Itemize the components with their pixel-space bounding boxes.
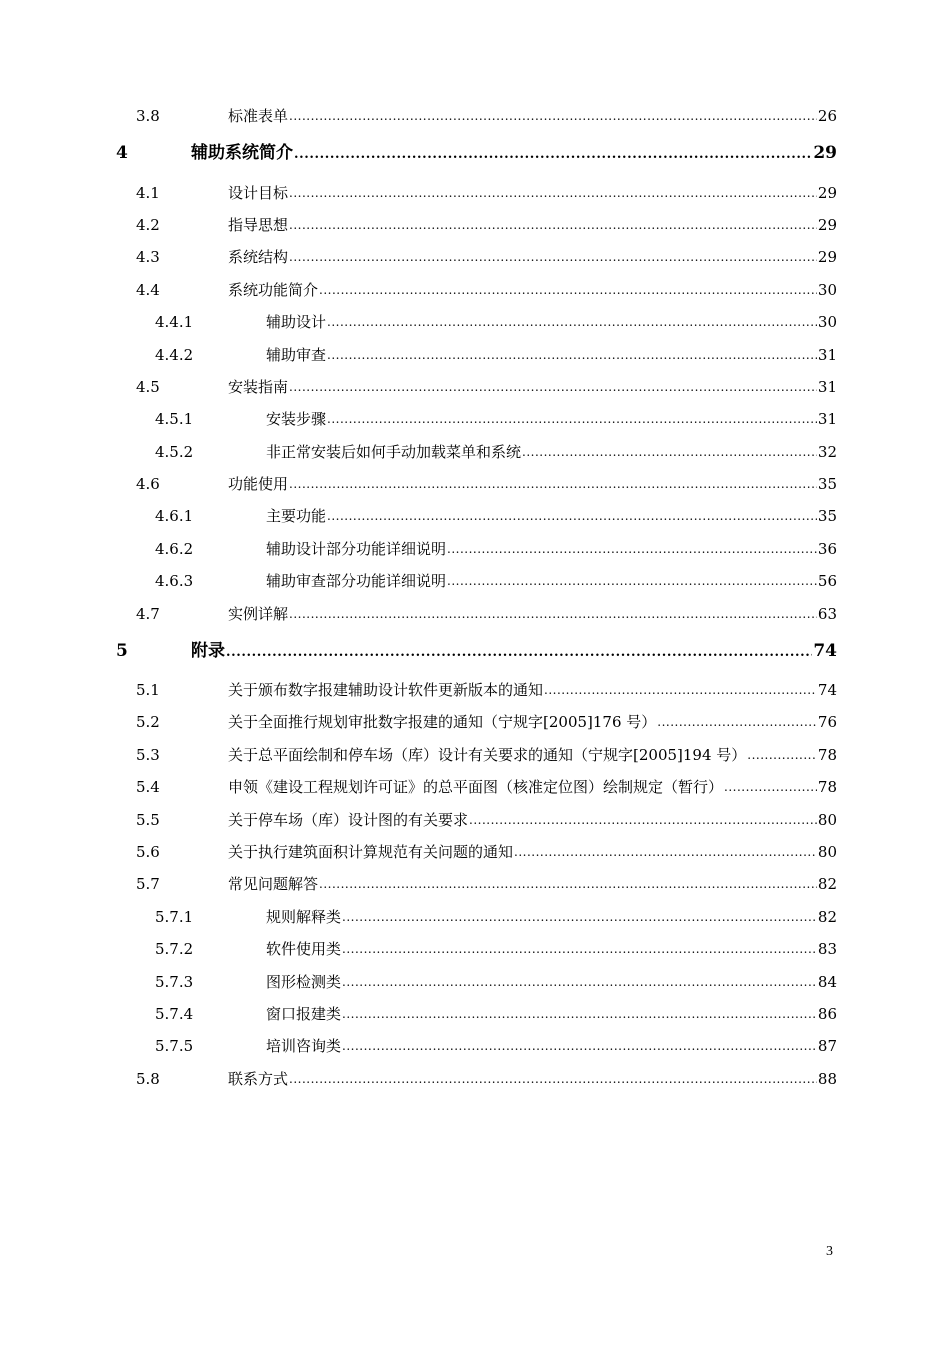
toc-entry-page: 74 (813, 640, 837, 661)
toc-entry-title: 标准表单 (228, 107, 289, 126)
toc-entry-level2[interactable] (110, 468, 837, 500)
toc-entry-title: 软件使用类 (266, 940, 342, 959)
toc-entry-level3[interactable] (110, 403, 837, 435)
toc-entry-level3[interactable] (110, 933, 837, 965)
toc-entry-level3[interactable] (110, 998, 837, 1030)
toc-entry-number: 5.7.1 (155, 907, 194, 926)
toc-entry-page: 35 (817, 475, 837, 494)
dot-leader (469, 810, 817, 830)
toc-entry-level3[interactable] (110, 1030, 837, 1062)
toc-entry-level3[interactable] (110, 565, 837, 597)
toc-entry-level2[interactable] (110, 739, 837, 771)
dot-leader (327, 409, 817, 429)
toc-entry-title: 申领《建设工程规划许可证》的总平面图（核准定位图）绘制规定（暂行） (228, 778, 724, 797)
toc-entry-title: 非正常安装后如何手动加载菜单和系统 (266, 442, 522, 461)
toc-entry-number: 5.6 (136, 843, 160, 861)
toc-entry-page: 82 (817, 907, 837, 926)
toc-entry-level2[interactable] (110, 371, 837, 403)
toc-entry-title: 关于颁布数字报建辅助设计软件更新版本的通知 (228, 681, 544, 700)
toc-entry-page: 29 (817, 248, 837, 267)
dot-leader (447, 571, 817, 591)
toc-entry-number: 5.7.4 (155, 1004, 194, 1023)
toc-entry-number: 5.7.5 (155, 1037, 194, 1056)
dot-leader (342, 939, 817, 959)
table-of-contents (110, 100, 837, 1095)
toc-entry-title: 规则解释类 (266, 907, 342, 926)
toc-entry-level1[interactable] (110, 143, 837, 165)
toc-entry-level3[interactable] (110, 436, 837, 468)
toc-entry-number: 5.8 (136, 1069, 160, 1088)
toc-entry-level3[interactable] (110, 306, 837, 338)
toc-entry-number: 4.7 (136, 604, 160, 623)
toc-entry-number: 4 (116, 143, 128, 164)
toc-entry-level2[interactable] (110, 706, 837, 738)
toc-entry-level2[interactable] (110, 803, 837, 835)
toc-entry-page: 30 (817, 280, 837, 299)
toc-entry-page: 32 (817, 442, 837, 461)
toc-entry-page: 80 (817, 810, 837, 829)
toc-entry-title: 图形检测类 (266, 972, 342, 991)
toc-entry-number: 4.6 (136, 475, 160, 494)
toc-entry-page: 29 (813, 143, 837, 164)
dot-leader (294, 145, 812, 165)
toc-entry-title: 实例详解 (228, 604, 289, 623)
toc-entry-page: 78 (817, 745, 837, 764)
dot-leader (289, 215, 817, 235)
toc-entry-page: 84 (817, 972, 837, 991)
toc-entry-title: 常见问题解答 (228, 875, 319, 894)
toc-entry-page: 31 (817, 410, 837, 429)
dot-leader (327, 312, 817, 332)
toc-entry-level1[interactable] (110, 641, 837, 663)
toc-entry-number: 5.7.2 (155, 940, 194, 959)
toc-entry-page: 29 (817, 215, 837, 234)
toc-entry-page: 35 (817, 507, 837, 526)
dot-leader (544, 680, 817, 700)
toc-entry-title: 辅助审查 (266, 345, 327, 364)
toc-entry-level3[interactable] (110, 901, 837, 933)
toc-entry-level3[interactable] (110, 533, 837, 565)
dot-leader (289, 604, 817, 624)
toc-entry-title: 关于总平面绘制和停车场（库）设计有关要求的通知（宁规字[2005]194 号） (228, 745, 747, 764)
toc-entry-number: 4.4.2 (155, 345, 194, 364)
dot-leader (342, 1036, 817, 1056)
toc-entry-number: 4.6.3 (155, 572, 194, 591)
toc-entry-level2[interactable] (110, 674, 837, 706)
toc-entry-level2[interactable] (110, 1063, 837, 1095)
dot-leader (342, 907, 817, 927)
toc-entry-page: 76 (817, 713, 837, 732)
toc-entry-number: 4.3 (136, 248, 160, 267)
toc-entry-page: 83 (817, 940, 837, 959)
dot-leader (657, 712, 817, 732)
dot-leader (289, 377, 817, 397)
toc-entry-page: 63 (817, 604, 837, 623)
dot-leader (327, 345, 817, 365)
toc-entry-number: 5.1 (136, 681, 160, 700)
toc-entry-number: 3.8 (136, 107, 160, 126)
dot-leader (327, 506, 817, 526)
toc-entry-number: 4.6.2 (155, 539, 194, 558)
toc-entry-title: 功能使用 (228, 475, 289, 494)
toc-entry-number: 4.6.1 (155, 507, 194, 526)
toc-entry-page: 82 (817, 875, 837, 894)
toc-entry-title: 安装步骤 (266, 410, 327, 429)
dot-leader (342, 972, 817, 992)
toc-entry-title: 系统结构 (228, 248, 289, 267)
toc-entry-title: 联系方式 (228, 1069, 289, 1088)
toc-entry-title: 辅助审查部分功能详细说明 (266, 572, 447, 591)
toc-entry-title: 系统功能简介 (228, 280, 319, 299)
toc-entry-number: 4.4 (136, 280, 160, 299)
toc-entry-number: 4.4.1 (155, 313, 194, 332)
toc-entry-number: 4.2 (136, 215, 160, 234)
toc-entry-page: 31 (817, 345, 837, 364)
toc-entry-level2[interactable] (110, 836, 837, 868)
toc-entry-title: 关于全面推行规划审批数字报建的通知（宁规字[2005]176 号） (228, 713, 657, 732)
toc-entry-title: 培训咨询类 (266, 1037, 342, 1056)
dot-leader (447, 539, 817, 559)
toc-entry-number: 4.5 (136, 377, 160, 396)
toc-entry-page: 88 (817, 1069, 837, 1088)
dot-leader (319, 280, 817, 300)
toc-entry-number: 4.1 (136, 183, 160, 202)
toc-entry-number: 5.5 (136, 810, 160, 829)
toc-entry-title: 主要功能 (266, 507, 327, 526)
page-number: 3 (826, 1244, 833, 1259)
toc-entry-page: 30 (817, 313, 837, 332)
toc-entry-title: 指导思想 (228, 215, 289, 234)
toc-entry-level3[interactable] (110, 500, 837, 532)
dot-leader (514, 842, 817, 862)
dot-leader (289, 474, 817, 494)
toc-entry-level2[interactable] (110, 868, 837, 900)
dot-leader (747, 745, 817, 765)
dot-leader (289, 183, 817, 203)
toc-entry-number: 4.5.1 (155, 410, 194, 429)
toc-entry-level2[interactable] (110, 241, 837, 273)
toc-entry-page: 78 (817, 778, 837, 797)
toc-entry-page: 74 (817, 681, 837, 700)
toc-entry-title: 设计目标 (228, 183, 289, 202)
toc-entry-level2[interactable] (110, 274, 837, 306)
dot-leader (289, 1069, 817, 1089)
toc-entry-number: 5.4 (136, 778, 160, 797)
toc-entry-page: 36 (817, 539, 837, 558)
toc-entry-number: 5.2 (136, 713, 160, 732)
toc-entry-title: 关于停车场（库）设计图的有关要求 (228, 810, 469, 829)
toc-entry-number: 5 (116, 640, 128, 661)
dot-leader (226, 643, 812, 663)
toc-entry-title: 辅助设计部分功能详细说明 (266, 539, 447, 558)
toc-entry-page: 87 (817, 1037, 837, 1056)
toc-entry-page: 56 (817, 572, 837, 591)
dot-leader (724, 777, 817, 797)
toc-entry-page: 31 (817, 377, 837, 396)
toc-entry-page: 29 (817, 183, 837, 202)
dot-leader (522, 442, 817, 462)
toc-entry-level2[interactable] (110, 176, 837, 208)
toc-entry-title: 窗口报建类 (266, 1004, 342, 1023)
toc-entry-number: 5.7 (136, 875, 160, 894)
toc-entry-number: 5.7.3 (155, 972, 194, 991)
toc-entry-level2[interactable] (110, 209, 837, 241)
toc-entry-page: 26 (817, 107, 837, 126)
toc-entry-title: 附录 (191, 640, 225, 661)
toc-entry-level2[interactable] (110, 771, 837, 803)
toc-entry-level3[interactable] (110, 338, 837, 370)
dot-leader (319, 874, 817, 894)
toc-entry-number: 4.5.2 (155, 442, 194, 461)
toc-entry-level3[interactable] (110, 965, 837, 997)
toc-entry-title: 辅助设计 (266, 313, 327, 332)
toc-entry-level2[interactable] (110, 597, 837, 629)
dot-leader (289, 106, 817, 126)
dot-leader (289, 247, 817, 267)
toc-entry-title: 关于执行建筑面积计算规范有关问题的通知 (228, 843, 514, 861)
toc-entry-level2[interactable] (110, 100, 837, 132)
toc-entry-title: 安装指南 (228, 377, 289, 396)
dot-leader (342, 1004, 817, 1024)
toc-entry-page: 80 (817, 843, 837, 861)
toc-entry-title: 辅助系统简介 (191, 143, 293, 164)
toc-entry-page: 86 (817, 1004, 837, 1023)
toc-entry-number: 5.3 (136, 745, 160, 764)
